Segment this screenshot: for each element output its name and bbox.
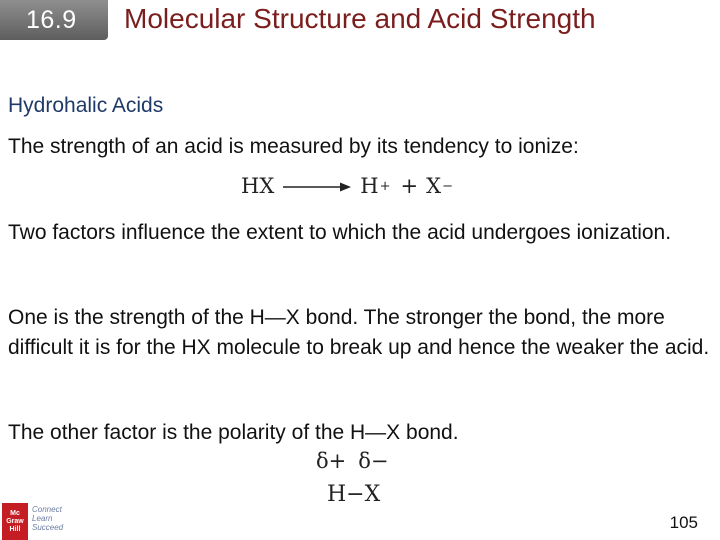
tagline-line: Connect bbox=[32, 505, 62, 514]
tagline-line: Succeed bbox=[32, 523, 64, 532]
hydrogen-charge: + bbox=[379, 178, 391, 194]
intro-paragraph: The strength of an acid is measured by its tendency to ionize: bbox=[8, 135, 579, 158]
reaction-arrow-icon bbox=[282, 174, 352, 198]
logo-tagline bbox=[32, 505, 63, 532]
product-hydrogen: H bbox=[360, 174, 379, 198]
mcgraw-hill-logo bbox=[2, 503, 28, 540]
logo-line: Mc bbox=[10, 509, 20, 517]
factors-paragraph: Two factors influence the extent to which the acid undergoes ionization. bbox=[8, 221, 672, 244]
ionization-equation bbox=[241, 174, 453, 198]
logo-line: Graw bbox=[6, 517, 24, 525]
section-subtitle: Hydrohalic Acids bbox=[8, 94, 164, 117]
polarity-paragraph: The other factor is the polarity of the H—X bond. bbox=[8, 421, 459, 444]
tagline-line: Learn bbox=[32, 514, 53, 523]
page-number: 105 bbox=[669, 513, 698, 532]
partial-charge-positive: δ+ bbox=[316, 449, 347, 473]
product-anion: X bbox=[426, 174, 442, 198]
anion-charge: − bbox=[442, 178, 453, 194]
section-number: 16.9 bbox=[26, 6, 77, 34]
hx-bond-formula: H−X bbox=[327, 482, 381, 507]
slide-title: Molecular Structure and Acid Strength bbox=[124, 3, 596, 34]
reactant: HX bbox=[241, 174, 275, 198]
partial-charges bbox=[316, 449, 389, 473]
section-number-badge bbox=[0, 0, 108, 40]
bond-strength-paragraph: One is the strength of the H—X bond. The stronger the bond, the more difficult it is for the HX molecule to break up and hence the weaker the acid. bbox=[8, 306, 710, 359]
logo-line: Hill bbox=[9, 525, 21, 533]
plus-sign: + bbox=[400, 174, 419, 198]
partial-charge-negative: δ− bbox=[358, 449, 389, 473]
